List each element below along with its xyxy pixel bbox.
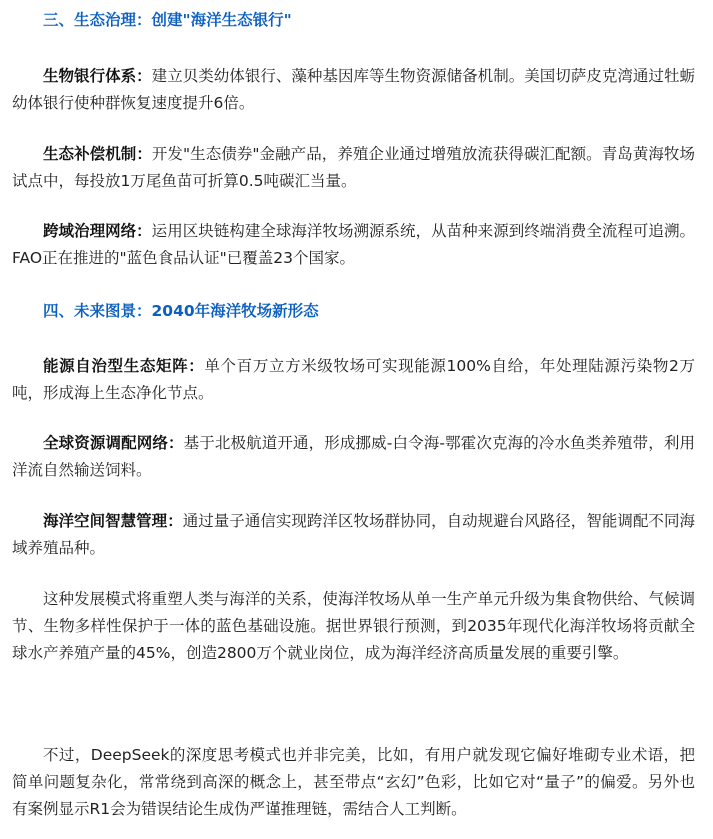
paragraph-smart-space-management [12,508,695,562]
paragraph-energy-matrix [12,353,695,407]
paragraph-lead: 跨域治理网络： [43,222,152,240]
paragraph-eco-compensation [12,141,695,195]
paragraph-cross-domain-governance [12,218,695,272]
paragraph-lead: 生态补偿机制： [43,145,152,163]
paragraph-body: 建立贝类幼体银行、藻种基因库等生物资源储备机制。美国切萨皮克湾通过牡蛎幼体银行使种群恢复速度提升6倍。 [12,67,695,112]
paragraph-summary: 这种发展模式将重塑人类与海洋的关系，使海洋牧场从单一生产单元升级为集食物供给、气候调节、生物多样性保护于一体的蓝色基础设施。据世界银行预测，到2035年现代化海洋牧场将贡献全球水产养殖产量的45%，创造2800万个就业岗位，成为海洋经济高质量发展的重要引擎。 [12,590,695,662]
paragraph-bio-bank-system [12,63,695,117]
paragraph-body: 通过量子通信实现跨洋区牧场群协同，自动规避台风路径，智能调配不同海域养殖品种。 [12,512,695,557]
paragraph-deepseek-note: 不过，DeepSeek的深度思考模式也并非完美，比如，有用户就发现它偏好堆砌专业术语，把简单问题复杂化，常常绕到高深的概念上，甚至带点“玄幻”色彩，比如它对“量子”的偏爱。另外也有案例显示R1会为错误结论生成伪严谨推理链，需结合人工判断。 [12,746,695,818]
paragraph-body: 运用区块链构建全球海洋牧场溯源系统，从苗种来源到终端消费全流程可追溯。FAO正在推进的"蓝色食品认证"已覆盖23个国家。 [12,222,695,267]
paragraph-lead: 生物银行体系： [43,67,152,85]
paragraph-body: 单个百万立方米级牧场可实现能源100%自给，年处理陆源污染物2万吨，形成海上生态净化节点。 [12,357,695,402]
paragraph-global-resource-network [12,430,695,484]
paragraph-body: 开发"生态债券"金融产品，养殖企业通过增殖放流获得碳汇配额。青岛黄海牧场试点中，每投放1万尾鱼苗可折算0.5吨碳汇当量。 [12,145,695,190]
paragraph-body: 基于北极航道开通，形成挪威-白令海-鄂霍次克海的冷水鱼类养殖带，利用洋流自然输送饲料。 [12,434,695,479]
paragraph-lead: 能源自治型生态矩阵： [43,357,205,375]
paragraph-lead: 全球资源调配网络： [43,434,184,452]
paragraph-lead: 海洋空间智慧管理： [43,512,183,530]
section-heading-ecological-governance: 三、生态治理：创建"海洋生态银行" [43,11,292,29]
section-heading-future-vision: 四、未来图景：2040年海洋牧场新形态 [43,302,319,320]
